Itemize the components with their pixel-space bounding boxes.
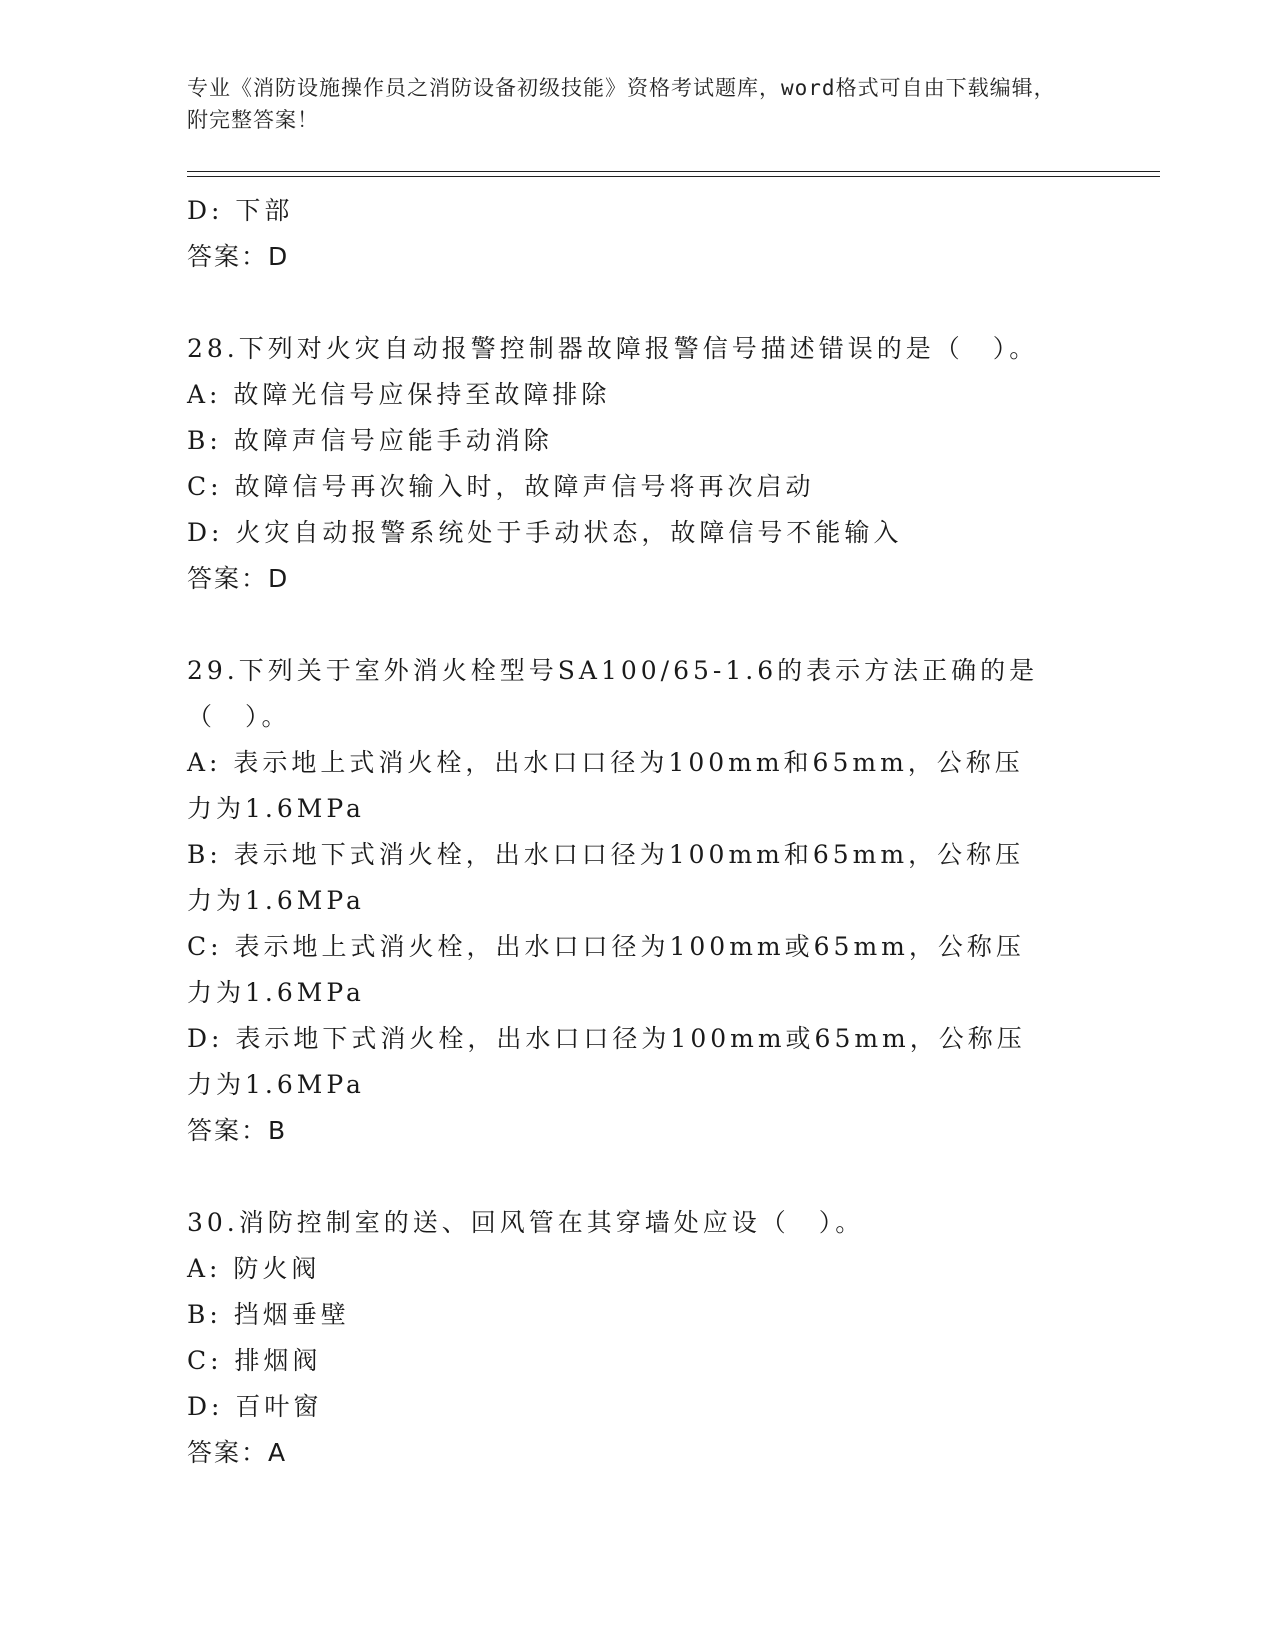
- option-c: C: 表示地上式消火栓，出水口口径为100mm或65mm，公称压力为1.6MPa: [187, 932, 1025, 1007]
- header-divider-top: [187, 171, 1160, 172]
- question-29: [187, 648, 1047, 1154]
- option-c: C: 故障信号再次输入时，故障声信号将再次启动: [187, 472, 815, 501]
- spacer: [187, 280, 1047, 326]
- option-d: D: 表示地下式消火栓，出水口口径为100mm或65mm，公称压力为1.6MPa: [187, 1024, 1026, 1099]
- answer: 答案：D: [187, 564, 290, 593]
- option-c: C: 排烟阀: [187, 1346, 322, 1375]
- spacer: [187, 1154, 1047, 1200]
- answer: 答案：B: [187, 1116, 288, 1145]
- option-a: A: 表示地上式消火栓，出水口口径为100mm和65mm，公称压力为1.6MPa: [187, 748, 1024, 823]
- document-body: [187, 188, 1047, 1476]
- option-b: B: 挡烟垂壁: [187, 1300, 350, 1329]
- spacer: [187, 602, 1047, 648]
- option-b: B: 故障声信号应能手动消除: [187, 426, 553, 455]
- option-a: A: 故障光信号应保持至故障排除: [187, 380, 611, 409]
- question-28: [187, 326, 1047, 602]
- answer: 答案：A: [187, 1438, 288, 1467]
- question-stem: 29.下列关于室外消火栓型号SA100/65-1.6的表示方法正确的是（ ）。: [187, 656, 1039, 731]
- question-stem: 30.消防控制室的送、回风管在其穿墙处应设（ ）。: [187, 1208, 865, 1237]
- previous-answer: 答案：D: [187, 242, 290, 271]
- option-a: A: 防火阀: [187, 1254, 321, 1283]
- previous-option-d: D: 下部: [187, 196, 294, 225]
- option-d: D: 百叶窗: [187, 1392, 323, 1421]
- option-d: D: 火灾自动报警系统处于手动状态，故障信号不能输入: [187, 518, 903, 547]
- question-stem: 28.下列对火灾自动报警控制器故障报警信号描述错误的是（ ）。: [187, 334, 1039, 363]
- option-b: B: 表示地下式消火栓，出水口口径为100mm和65mm，公称压力为1.6MPa: [187, 840, 1025, 915]
- document-header: 专业《消防设施操作员之消防设备初级技能》资格考试题库，word格式可自由下载编辑，附完整答案！: [187, 76, 1056, 132]
- header-divider-bottom: [187, 176, 1160, 177]
- question-30: [187, 1200, 1047, 1476]
